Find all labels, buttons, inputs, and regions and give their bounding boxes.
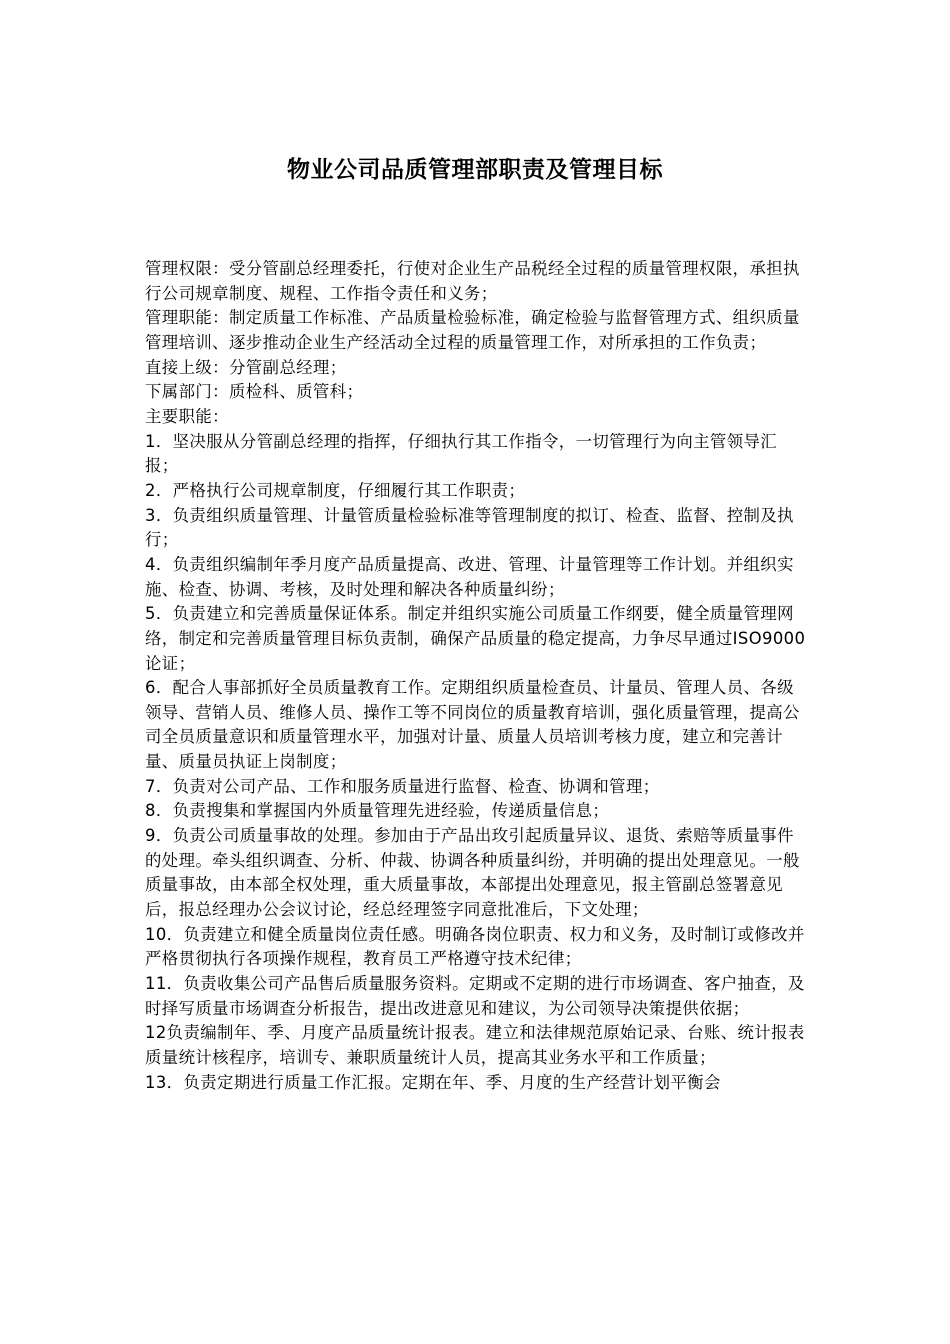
paragraph-functions: 管理职能：制定质量工作标准、产品质量检验标准，确定检验与监督管理方式、组织质量管理培训、逐步推动企业生产经活动全过程的质量管理工作，对所承担的工作负责； — [145, 308, 800, 352]
duty-item: 12负责编制年、季、月度产品质量统计报表。建立和法律规范原始记录、台账、统计报表质量统计核程序，培训专、兼职质量统计人员，提高其业务水平和工作质量； — [145, 1023, 805, 1067]
duty-item: 4．负责组织编制年季月度产品质量提高、改进、管理、计量管理等工作计划。并组织实施、检查、协调、考核，及时处理和解决各种质量纠纷； — [145, 554, 794, 599]
document-body — [145, 257, 810, 1095]
duty-item: 2．严格执行公司规章制度，仔细履行其工作职责； — [145, 480, 526, 500]
duty-item: 3．负责组织质量管理、计量管质量检验标准等管理制度的拟订、检查、监督、控制及执行； — [145, 505, 794, 550]
paragraph-direct-superior: 直接上级：分管副总经理； — [145, 357, 347, 377]
duty-item: 9．负责公司质量事故的处理。参加由于产品出玫引起质量异议、退货、索赔等质量事件的处理。牵头组织调查、分析、仲裁、协调各种质量纠纷，并明确的提出处理意见。一般质量事故，由本部全权处理，重大质量事故，本部提出处理意见，报主管副总签署意见后，报总经理办公会议讨论，经总经理签字同意批准后，下文处理； — [145, 826, 800, 920]
duty-item: 13．负责定期进行质量工作汇报。定期在年、季、月度的生产经营计划平衡会 — [145, 1072, 721, 1092]
duty-item: 7．负责对公司产品、工作和服务质量进行监督、检查、协调和管理； — [145, 776, 660, 796]
duty-item: 5．负责建立和完善质量保证体系。制定并组织实施公司质量工作纲要，健全质量管理网络，制定和完善质量管理目标负责制，确保产品质量的稳定提高，力争尽早通过ISO9000论证； — [145, 604, 806, 673]
document-title: 物业公司品质管理部职责及管理目标 — [287, 157, 663, 183]
duty-item: 11．负责收集公司产品售后质量服务资料。定期或不定期的进行市场调查、客户抽查，及时择写质量市场调查分析报告，提出改进意见和建议，为公司领导决策提供依据； — [145, 974, 805, 1018]
paragraph-subordinate-departments: 下属部门：质检科、质管科； — [145, 382, 364, 402]
duty-item: 10．负责建立和健全质量岗位责任感。明确各岗位职责、权力和义务，及时制订或修改并严格贯彻执行各项操作规程，教育员工严格遵守技术纪律； — [145, 924, 805, 969]
duty-item: 8．负责搜集和掌握国内外质量管理先进经验，传递质量信息； — [145, 801, 610, 821]
duty-item: 6．配合人事部抓好全员质量教育工作。定期组织质量检查员、计量员、管理人员、各级领导、营销人员、维修人员、操作工等不同岗位的质量教育培训，强化质量管理，提高公司全员质量意识和质量管理水平，加强对计量、质量人员培训考核力度，建立和完善计量、质量员执证上岗制度； — [145, 678, 800, 772]
duty-item: 1．坚决服从分管副总经理的指挥，仔细执行其工作指令，一切管理行为向主管领导汇报； — [145, 431, 778, 476]
paragraph-authority: 管理权限：受分管副总经理委托，行使对企业生产品税经全过程的质量管理权限，承担执行公司规章制度、规程、工作指令责任和义务； — [145, 259, 800, 303]
paragraph-main-duties-heading: 主要职能： — [145, 406, 229, 426]
